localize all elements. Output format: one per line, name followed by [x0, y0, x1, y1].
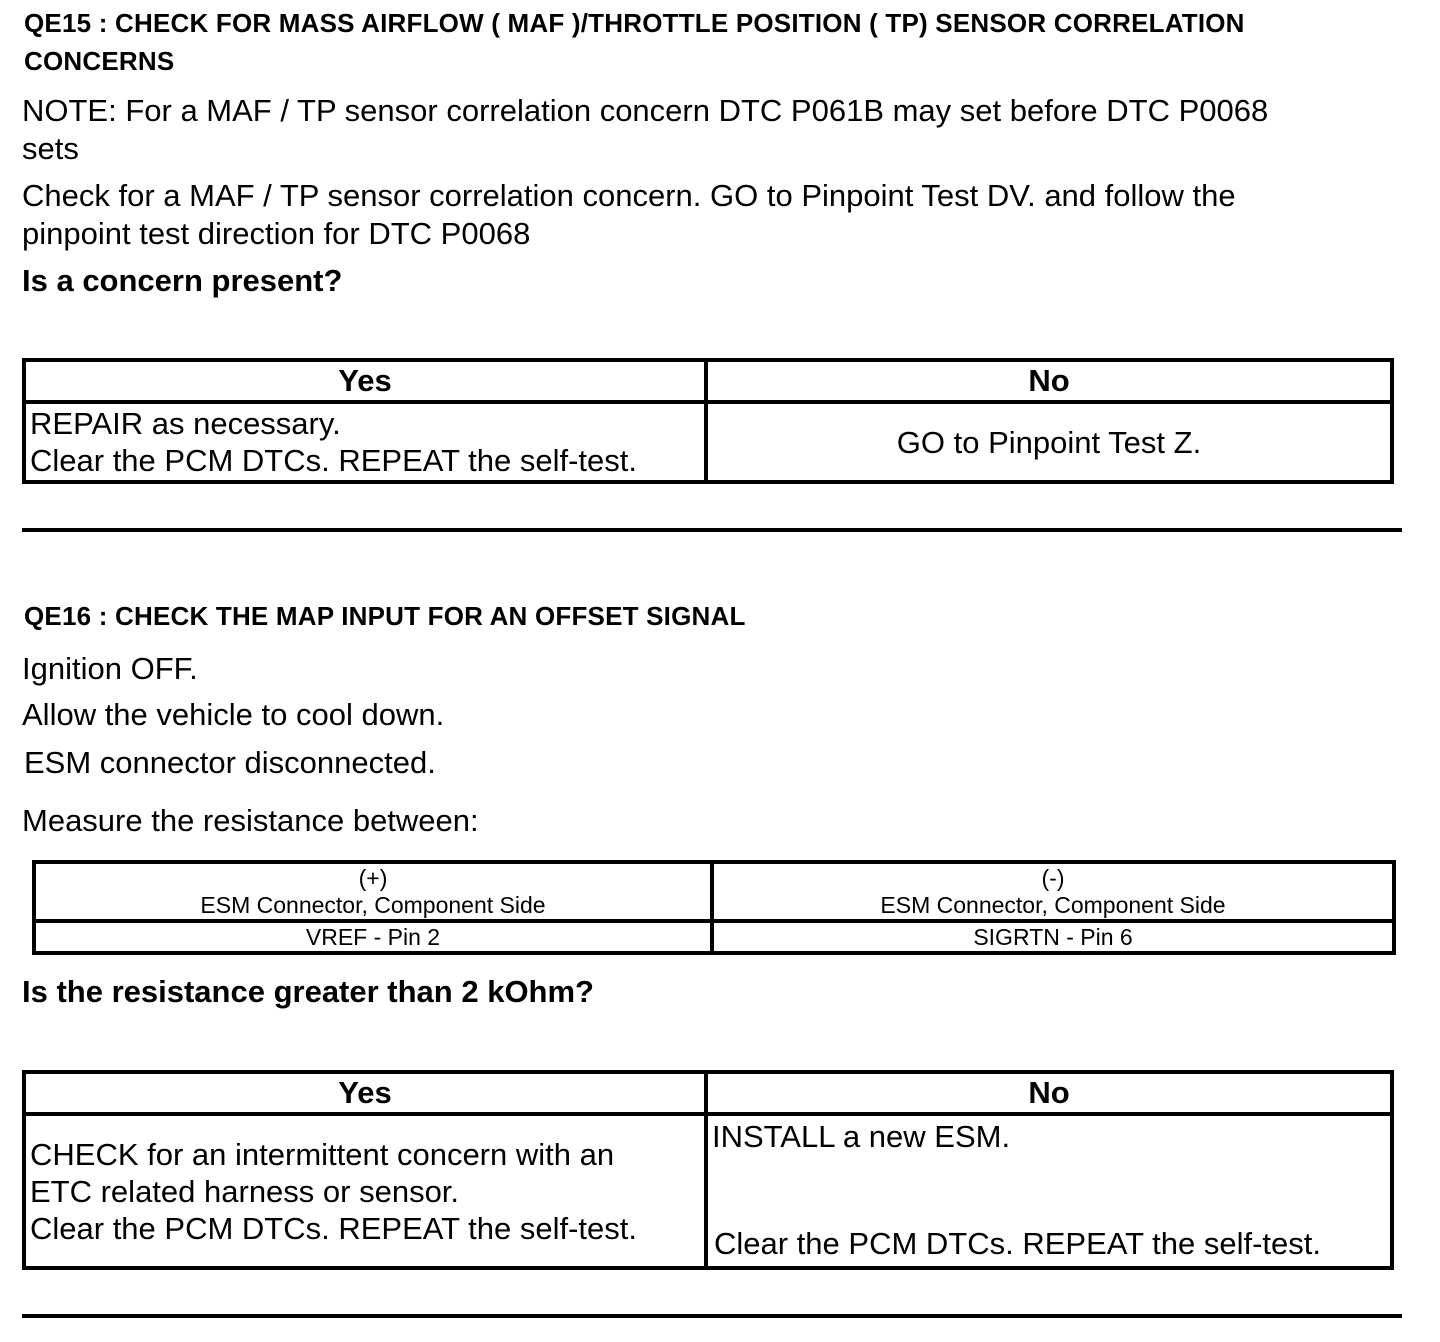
- qe16-yes-header: Yes: [24, 1072, 706, 1114]
- positive-probe-header: (+) ESM Connector, Component Side: [34, 862, 712, 921]
- negative-probe-header: (-) ESM Connector, Component Side: [712, 862, 1394, 921]
- qe15-no-header: No: [706, 360, 1392, 402]
- qe16-yes-cell: CHECK for an intermittent concern with an ETC related harness or sensor. Clear the PCM DTCs. REPEAT the self-test.: [24, 1114, 706, 1268]
- qe15-title: QE15 : CHECK FOR MASS AIRFLOW ( MAF )/THROTTLE POSITION ( TP) SENSOR CORRELATION CONCERNS: [24, 8, 1245, 76]
- qe15-yes-header: Yes: [24, 360, 706, 402]
- qe16-no-cell: INSTALL a new ESM. Clear the PCM DTCs. REPEAT the self-test.: [706, 1114, 1392, 1268]
- qe15-no-cell: GO to Pinpoint Test Z.: [706, 402, 1392, 482]
- qe16-question: Is the resistance greater than 2 kOhm?: [22, 974, 594, 1009]
- qe16-step-cool: Allow the vehicle to cool down.: [22, 697, 445, 732]
- qe16-step-ignition: Ignition OFF.: [22, 651, 198, 686]
- qe16-no-header: No: [706, 1072, 1392, 1114]
- qe15-question: Is a concern present?: [22, 263, 343, 298]
- qe16-step-disconnect: ESM connector disconnected.: [24, 745, 436, 780]
- qe15-yes-cell: REPAIR as necessary. Clear the PCM DTCs. REPEAT the self-test.: [24, 402, 706, 482]
- measurement-table: [32, 860, 1396, 955]
- qe16-title: QE16 : CHECK THE MAP INPUT FOR AN OFFSET SIGNAL: [24, 601, 746, 631]
- qe15-instruction: Check for a MAF / TP sensor correlation concern. GO to Pinpoint Test DV. and follow the pinpoint test direction for DTC P0068: [22, 178, 1236, 251]
- section-divider-bottom: [22, 1314, 1402, 1318]
- qe15-note: NOTE: For a MAF / TP sensor correlation concern DTC P061B may set before DTC P0068 sets: [22, 93, 1269, 166]
- qe15-answer-table: [22, 358, 1394, 484]
- qe16-answer-table: [22, 1070, 1394, 1270]
- positive-pin: VREF - Pin 2: [34, 921, 712, 953]
- section-divider: [22, 528, 1402, 532]
- negative-pin: SIGRTN - Pin 6: [712, 921, 1394, 953]
- qe16-measure-label: Measure the resistance between:: [22, 803, 479, 838]
